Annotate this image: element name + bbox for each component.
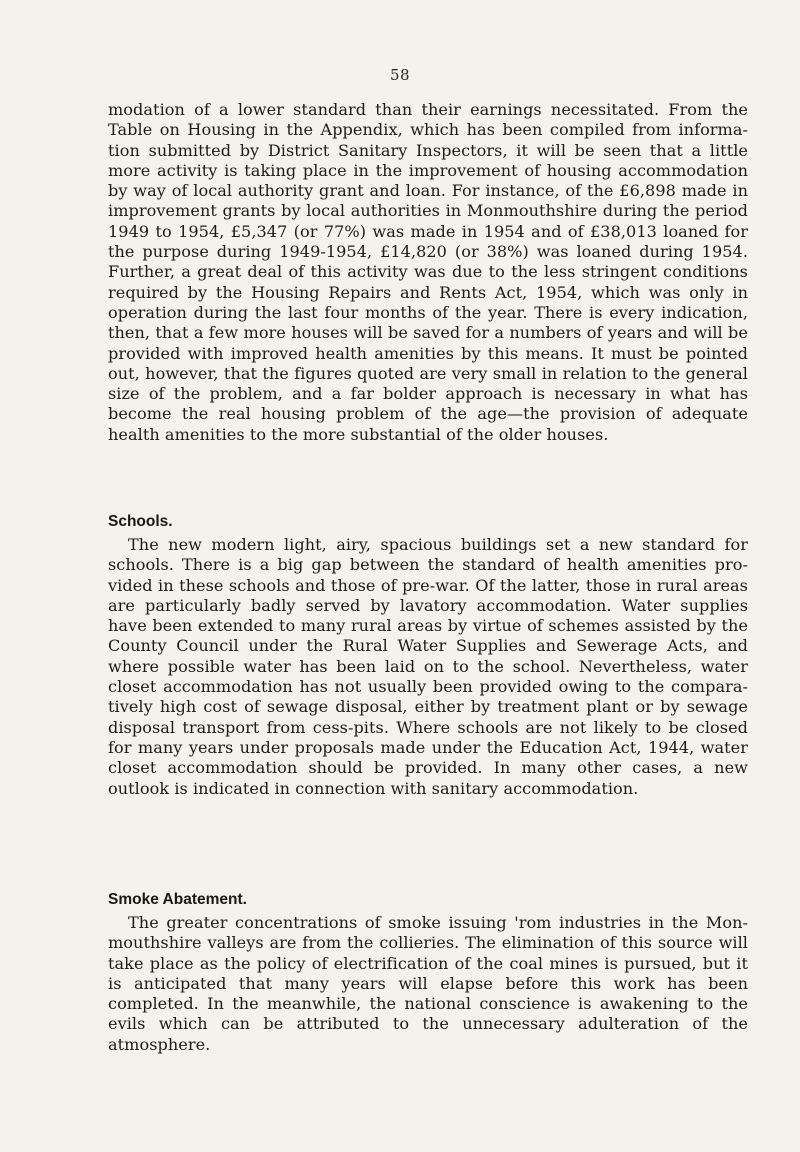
- schools-heading: Schools.: [108, 513, 173, 530]
- smoke-abatement-paragraph: The greater concentrations of smoke issuing 'rom industries in the Mon-mouthshire valleys are from the collieries. The elimination of this source will take place as the policy of electrification of the coal mines is pursued, but it is anticipated that many years will elapse before this work has been completed. In the meanwhile, the national conscience is awakening to the evils which can be attributed to the unnecessary adulteration of the atmosphere.: [108, 913, 748, 1054]
- smoke-abatement-heading: Smoke Abatement.: [108, 891, 247, 908]
- schools-paragraph: The new modern light, airy, spacious buildings set a new standard for schools. There is a big gap between the standard of health amenities pro-vided in these schools and those of pre-war. Of the latter, those in rural areas are particularly badly served by lavatory accommodation. Water supplies have been extended to many rural areas by virtue of schemes assisted by the County Council under the Rural Water Supplies and Sewerage Acts, and where possible water has been laid on to the school. Nevertheless, water closet accommodation has not usually been provided owing to the compara-tively high cost of sewage disposal, either by treatment plant or by sewage disposal transport from cess-pits. Where schools are not likely to be closed for many years under proposals made under the Education Act, 1944, water closet accommodation should be provided. In many other cases, a new outlook is indicated in connection with sanitary accommodation.: [108, 535, 748, 798]
- housing-continuation-section: [108, 100, 748, 445]
- schools-section: [108, 512, 748, 799]
- housing-paragraph: modation of a lower standard than their earnings necessitated. From the Table on Housing in the Appendix, which has been compiled from informa-tion submitted by District Sanitary Inspectors, it will be seen that a little more activity is taking place in the improvement of housing accommodation by way of local authority grant and loan. For instance, of the £6,898 made in improvement grants by local authorities in Monmouthshire during the period 1949 to 1954, £5,347 (or 77%) was made in 1954 and of £38,013 loaned for the purpose during 1949-1954, £14,820 (or 38%) was loaned during 1954. Further, a great deal of this activity was due to the less stringent conditions required by the Housing Repairs and Rents Act, 1954, which was only in operation during the last four months of the year. There is every indication, then, that a few more houses will be saved for a numbers of years and will be provided with improved health amenities by this means. It must be pointed out, however, that the figures quoted are very small in relation to the general size of the problem, and a far bolder approach is necessary in what has become the real housing problem of the age—the provision of adequate health amenities to the more substantial of the older houses.: [108, 100, 748, 444]
- smoke-abatement-section: [108, 890, 748, 1055]
- page-number: 58: [389, 66, 411, 84]
